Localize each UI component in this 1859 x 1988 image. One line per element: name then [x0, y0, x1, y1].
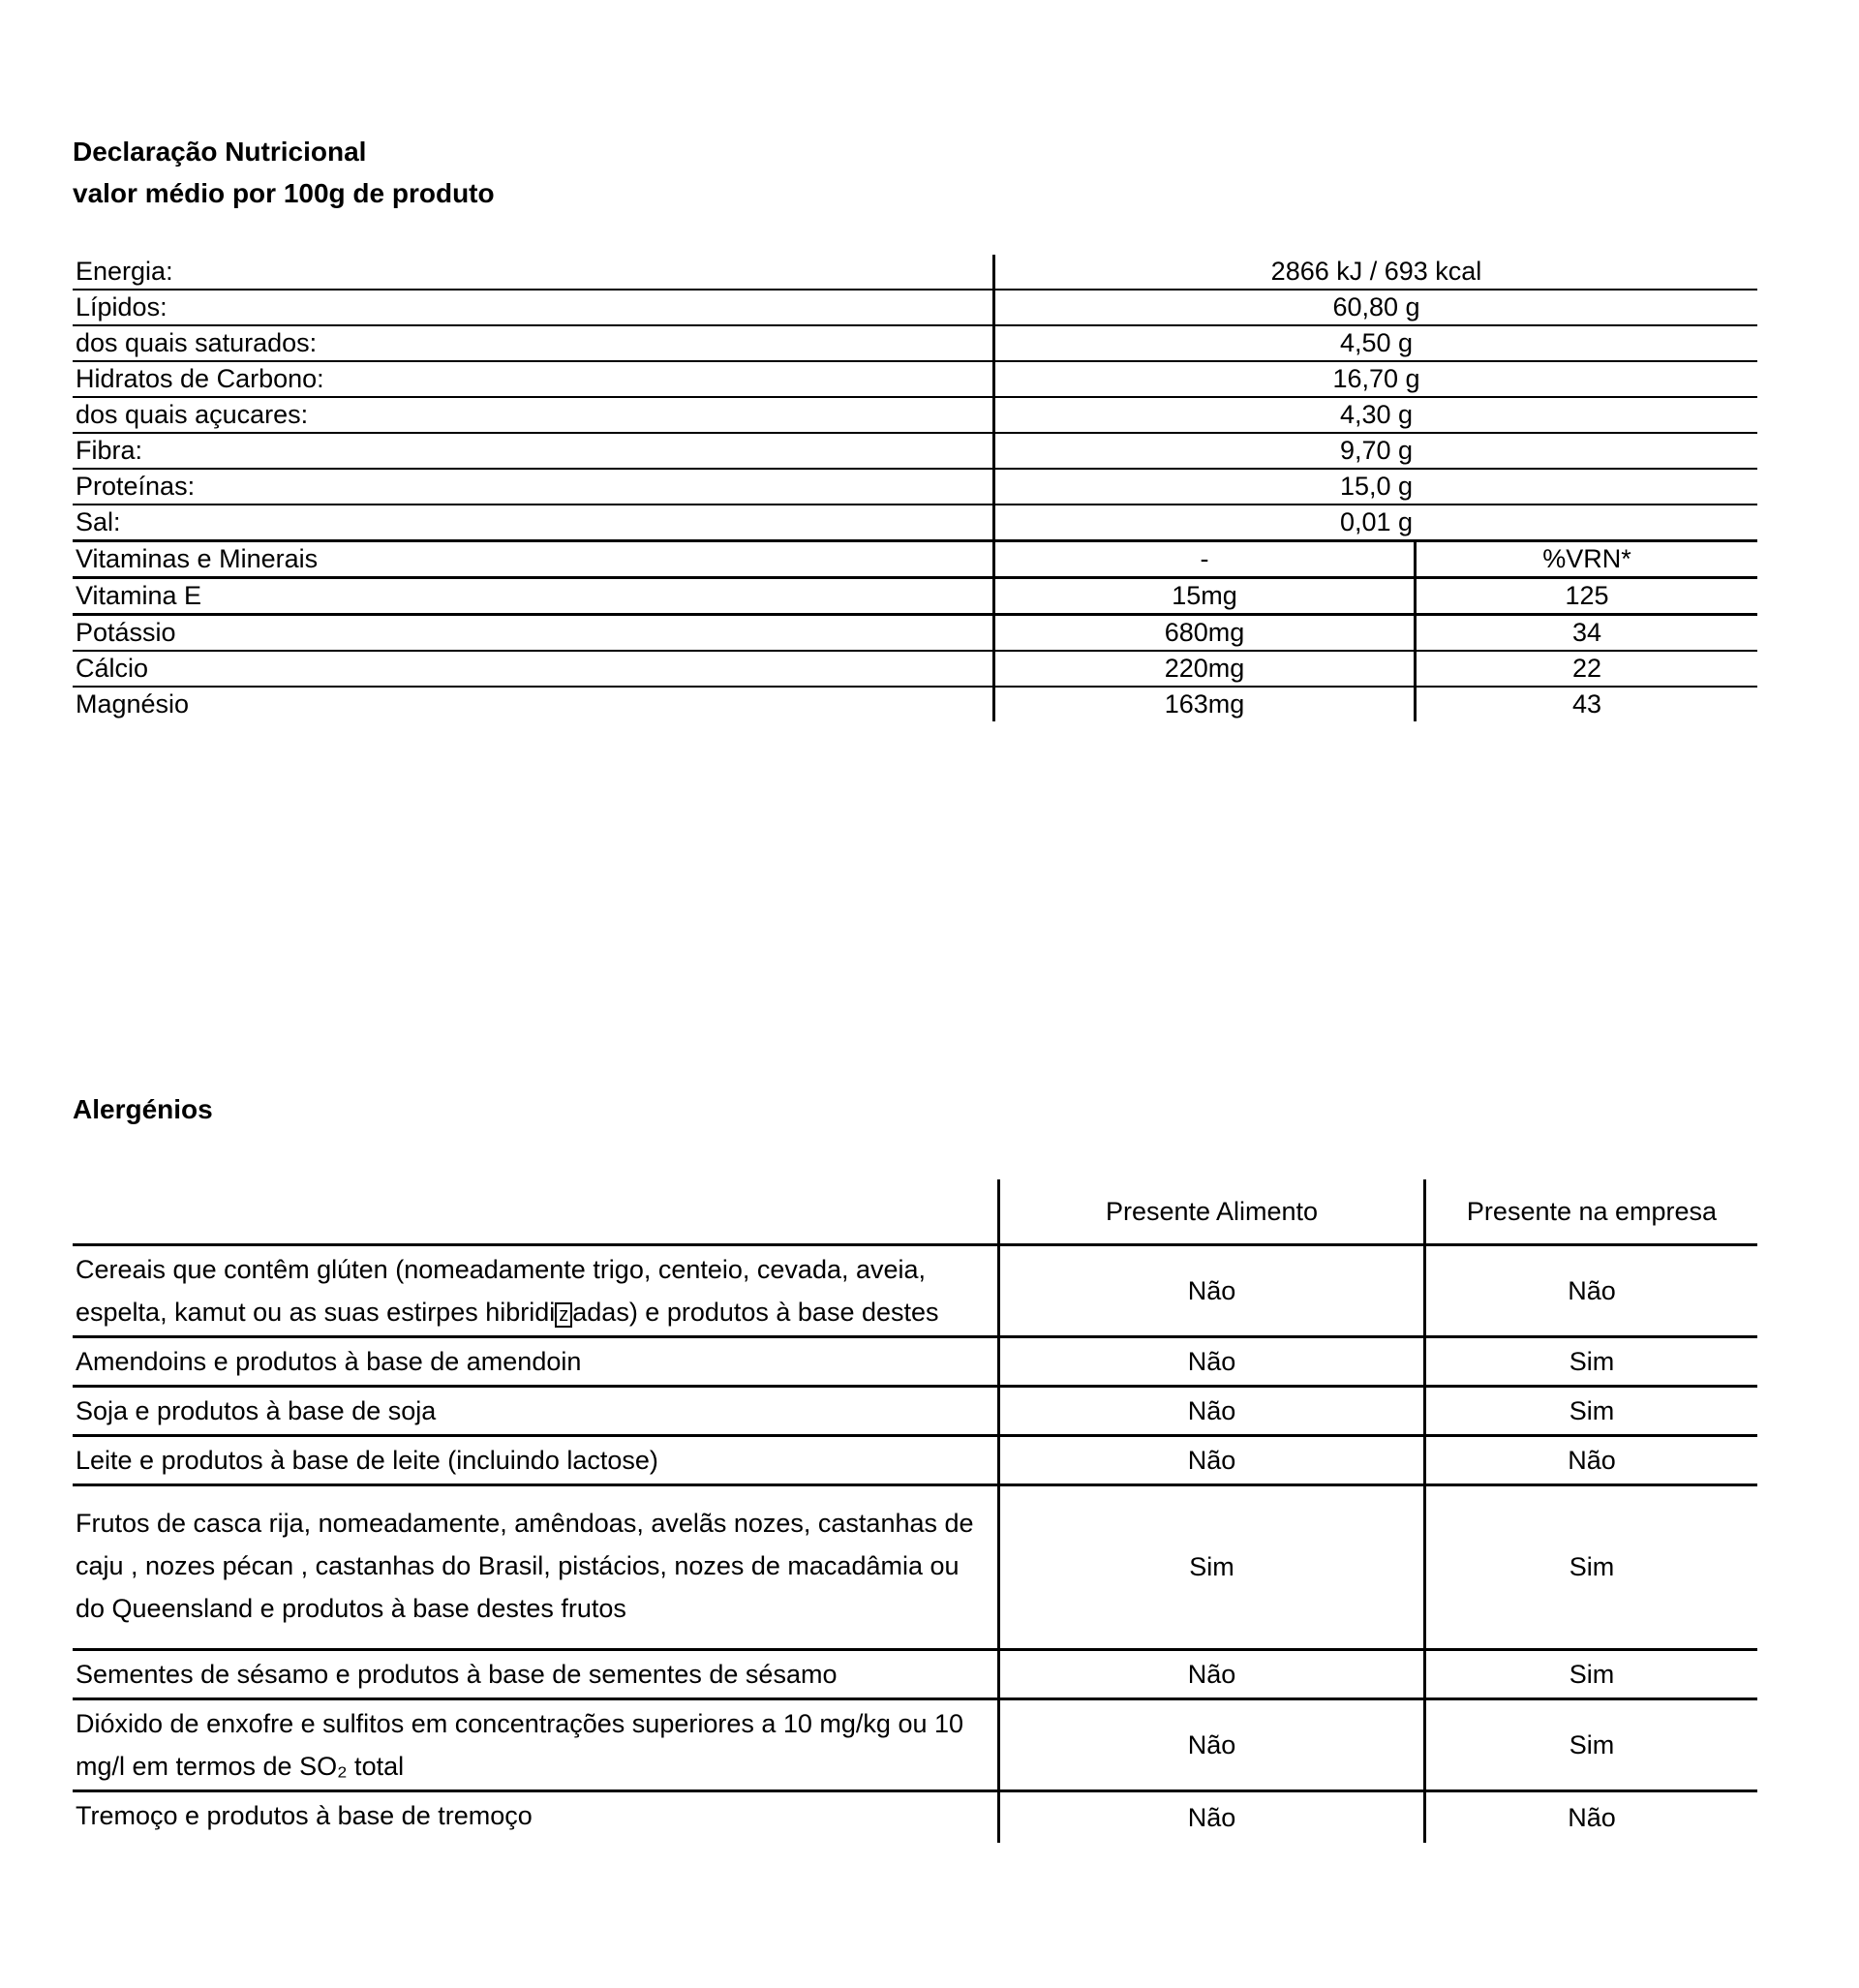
page-title: Declaração Nutricional	[73, 137, 367, 167]
allergen-label: Leite e produtos à base de leite (incluindo lactose)	[76, 1446, 658, 1475]
nutrition-row	[73, 505, 1757, 542]
allergen-company-value: Não	[1423, 1437, 1757, 1483]
nutrition-row	[73, 434, 1757, 470]
allergen-company-value: Não	[1423, 1792, 1757, 1843]
nutrition-row-label: Sal:	[76, 507, 121, 536]
nutrition-row-label: dos quais açucares:	[76, 400, 309, 429]
allergen-company-value: Sim	[1423, 1338, 1757, 1385]
allergen-row	[73, 1700, 1757, 1792]
allergen-row	[73, 1792, 1757, 1843]
nutrition-row-value: 15,0 g	[992, 470, 1757, 504]
nutrition-row-value: 2866 kJ / 693 kcal	[992, 255, 1757, 289]
allergen-label-text: adas) e produtos à base destes	[572, 1298, 939, 1327]
vitamin-row-value: 680mg	[992, 616, 1414, 650]
allergen-food-value: Não	[997, 1700, 1423, 1789]
allergen-row	[73, 1486, 1757, 1651]
nutrition-row-label: Energia:	[76, 257, 173, 286]
nutrition-row	[73, 362, 1757, 398]
nutrition-row	[73, 326, 1757, 362]
nutrition-row-value: 9,70 g	[992, 434, 1757, 468]
allergen-label: Tremoço e produtos à base de tremoço	[76, 1801, 533, 1830]
allergen-row	[73, 1388, 1757, 1437]
allergens-header-row	[73, 1179, 1757, 1246]
allergen-row	[73, 1437, 1757, 1486]
allergens-header-spacer	[73, 1179, 997, 1243]
vitamin-row-vrn: 43	[1414, 688, 1757, 721]
nutrition-row-value: 4,50 g	[992, 326, 1757, 360]
vitamin-row-label: Magnésio	[76, 689, 190, 719]
allergen-label: Amendoins e produtos à base de amendoin	[76, 1347, 582, 1376]
nutrition-row-label: dos quais saturados:	[76, 328, 318, 357]
vitamin-row-label: Potássio	[76, 618, 176, 647]
nutrition-row-label: Fibra:	[76, 436, 143, 465]
allergen-company-value: Sim	[1423, 1388, 1757, 1434]
missing-glyph-box: z	[555, 1302, 572, 1328]
vitamin-row	[73, 579, 1757, 616]
allergen-company-value: Não	[1423, 1246, 1757, 1335]
allergens-table	[73, 1179, 1757, 1843]
allergen-food-value: Não	[997, 1651, 1423, 1697]
vitamin-row-value: 15mg	[992, 579, 1414, 613]
nutrition-row-label: Proteínas:	[76, 472, 196, 501]
nutrition-row-value: 4,30 g	[992, 398, 1757, 432]
vitamin-row-label: Cálcio	[76, 654, 149, 683]
nutrition-row	[73, 398, 1757, 434]
nutrition-row	[73, 470, 1757, 505]
vitamin-row-label: Vitamina E	[76, 581, 202, 610]
allergen-food-value: Não	[997, 1246, 1423, 1335]
vitamins-header-value: -	[992, 542, 1414, 576]
allergen-food-value: Sim	[997, 1486, 1423, 1648]
vitamins-header-label: Vitaminas e Minerais	[76, 544, 319, 573]
allergen-label	[73, 1246, 997, 1335]
allergen-company-value: Sim	[1423, 1700, 1757, 1789]
vitamins-header-vrn: %VRN*	[1414, 542, 1757, 576]
allergen-row	[73, 1246, 1757, 1338]
nutrition-row	[73, 291, 1757, 326]
vitamin-row-value: 163mg	[992, 688, 1414, 721]
vitamin-row-vrn: 22	[1414, 652, 1757, 686]
allergen-label-text: Cereais que contêm glúten (nomeadamente trigo, centeio, cevada, aveia, espelta, kamut ou as suas estirpes hibridi	[76, 1255, 927, 1327]
allergen-label: Soja e produtos à base de soja	[76, 1396, 437, 1425]
nutrition-row	[73, 255, 1757, 291]
allergen-company-value: Sim	[1423, 1651, 1757, 1697]
allergens-header-company: Presente na empresa	[1423, 1179, 1757, 1243]
vitamin-row-value: 220mg	[992, 652, 1414, 686]
document	[0, 129, 1859, 1843]
allergen-label: Frutos de casca rija, nomeadamente, amêndoas, avelãs nozes, castanhas de caju , nozes pécan , castanhas do Brasil, pistácios, nozes de macadâmia ou do Queensland e produtos à base destes frutos	[76, 1509, 974, 1623]
vitamin-row	[73, 616, 1757, 652]
allergen-row	[73, 1651, 1757, 1700]
allergen-food-value: Não	[997, 1792, 1423, 1843]
vitamin-row-vrn: 125	[1414, 579, 1757, 613]
nutrition-row-value: 60,80 g	[992, 291, 1757, 324]
allergen-food-value: Não	[997, 1338, 1423, 1385]
nutrition-row-value: 16,70 g	[992, 362, 1757, 396]
allergen-row	[73, 1338, 1757, 1388]
nutrition-row-label: Hidratos de Carbono:	[76, 364, 324, 393]
allergen-company-value: Sim	[1423, 1486, 1757, 1648]
allergen-food-value: Não	[997, 1437, 1423, 1483]
vitamins-header-row	[73, 542, 1757, 579]
nutrition-row-value: 0,01 g	[992, 505, 1757, 539]
allergen-label: Sementes de sésamo e produtos à base de sementes de sésamo	[76, 1660, 838, 1689]
nutrition-table	[73, 255, 1757, 721]
vitamin-row	[73, 652, 1757, 688]
allergen-label: Dióxido de enxofre e sulfitos em concentrações superiores a 10 mg/kg ou 10 mg/l em termos de SO₂ total	[76, 1709, 964, 1781]
allergens-header-food: Presente Alimento	[997, 1179, 1423, 1243]
page-subtitle: valor médio por 100g de produto	[73, 178, 495, 208]
allergens-title: Alergénios	[73, 1094, 213, 1124]
vitamin-row	[73, 688, 1757, 721]
nutrition-row-label: Lípidos:	[76, 292, 168, 321]
allergen-food-value: Não	[997, 1388, 1423, 1434]
vitamin-row-vrn: 34	[1414, 616, 1757, 650]
